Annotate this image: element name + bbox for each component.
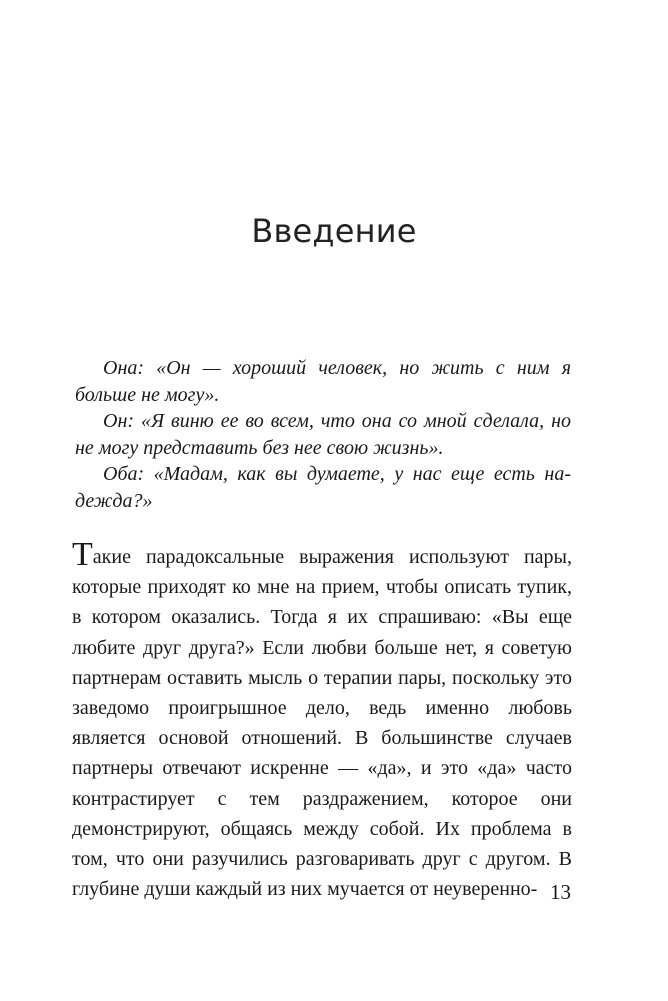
- chapter-title: Введение: [251, 212, 417, 250]
- paragraph-text: акие парадоксальные выражения используют пары, которые приходят ко мне на прием, чтобы описать тупик, в котором оказались. Тогда я их спрашиваю: «Вы еще любите друг друга?» Если любви больше нет, я советую партнерам оставить мысль о терапии пары, поскольку это заведомо проигрышное дело, ведь именно любовь является основой отношений. В большинстве случаев партнеры отвечают искренне — «да», и это «да» часто контрастирует с тем раздражением, которое они демонстрируют, общаясь между собой. Их проблема в том, что они разучились разговаривать друг с другом. В глубине души каждый из них мучается от неуверенно-: [72, 546, 572, 901]
- drop-letter: Т: [72, 536, 93, 573]
- epigraph-line-him: Он: «Я виню ее во всем, что она со мной сделала, но не могу представить без нее свою жизнь».: [75, 410, 571, 459]
- paragraph: [72, 536, 572, 904]
- page-number: 13: [550, 880, 571, 904]
- body-paragraph: [72, 536, 572, 904]
- epigraph-line-her: Она: «Он — хороший человек, но жить с ним я больше не могу».: [75, 357, 571, 406]
- epigraph: [75, 355, 571, 514]
- epigraph-line-both: Оба: «Мадам, как вы думаете, у нас еще есть надежда?»: [75, 463, 571, 512]
